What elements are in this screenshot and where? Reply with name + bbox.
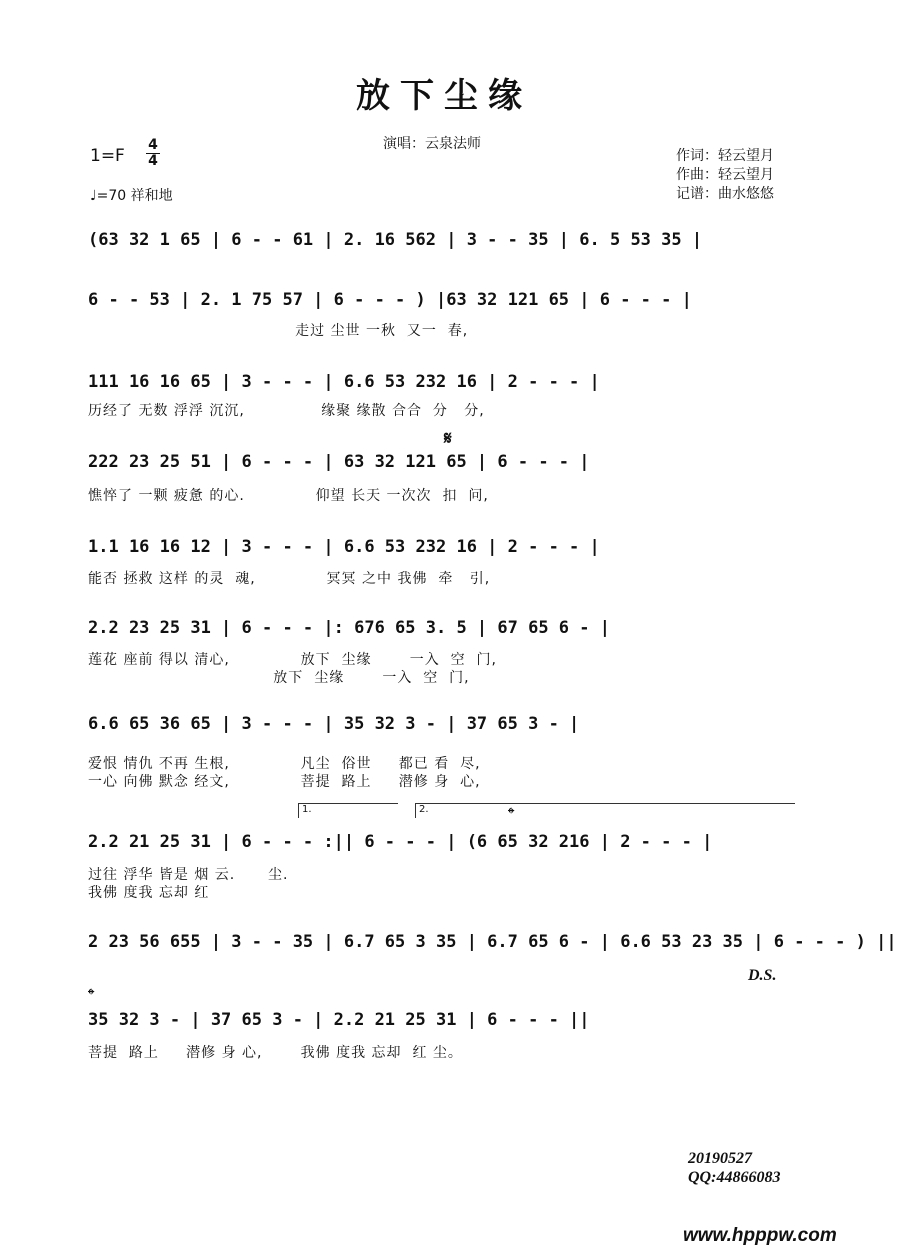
notation-line-2: 6 - - 53 | 2. 1 75 57 | 6 - - - ) |63 32 121 65 | 6 - - - | — [88, 290, 692, 310]
credits — [676, 147, 774, 204]
ds-marking: D.S. — [748, 967, 777, 984]
volta-1: 1. — [298, 803, 398, 818]
key-signature: 1=F — [90, 146, 125, 166]
lyric-line-5a: 能否 拯救 这样 的灵 魂, 冥冥 之中 我佛 牵 引, — [88, 571, 491, 587]
notation-line-3: 111 16 16 65 | 3 - - - | 6.6 53 232 16 | 2 - - - | — [88, 372, 600, 392]
notation-line-8: 2.2 21 25 31 | 6 - - - :|| 6 - - - | (6 65 32 216 | 2 - - - | — [88, 832, 713, 852]
website-watermark: www.hpppw.com — [683, 1225, 837, 1246]
performer: 演唱：云泉法师 — [383, 136, 481, 152]
time-signature — [146, 138, 160, 169]
time-signature-top: 4 — [148, 137, 158, 153]
notation-line-1: (63 32 1 65 | 6 - - 61 | 2. 16 562 | 3 - - 35 | 6. 5 53 35 | — [88, 230, 703, 250]
notation-line-9: 2 23 56 655 | 3 - - 35 | 6.7 65 3 35 | 6.7 65 6 - | 6.6 53 23 35 | 6 - - - ) || — [88, 932, 897, 952]
lyric-line-2a: 走过 尘世 一秋 又一 春, — [88, 323, 469, 339]
footer-date: 20190527 — [688, 1150, 752, 1167]
tempo-marking: ♩=70 祥和地 — [90, 188, 173, 204]
lyric-line-7a: 爱恨 情仇 不再 生根, 凡尘 俗世 都已 看 尽, — [88, 756, 481, 772]
segno-sign: 𝄋 — [444, 428, 452, 449]
notation-line-7: 6.6 65 36 65 | 3 - - - | 35 32 3 - | 37 65 3 - | — [88, 714, 580, 734]
notation-line-5: 1.1 16 16 12 | 3 - - - | 6.6 53 232 16 | 2 - - - | — [88, 537, 600, 557]
notation-line-6: 2.2 23 25 31 | 6 - - - |: 676 65 3. 5 | 67 65 6 - | — [88, 618, 610, 638]
lyric-line-8a: 过往 浮华 皆是 烟 云. 尘. — [88, 867, 289, 883]
coda-sign-1: 𝄌 — [508, 804, 515, 825]
lyric-line-6b: 放下 尘缘 一入 空 门, — [88, 670, 470, 686]
lyric-line-7b: 一心 向佛 默念 经文, 菩提 路上 潜修 身 心, — [88, 774, 481, 790]
song-title: 放下尘缘 — [356, 76, 532, 116]
lyric-line-4a: 憔悴了 一颗 疲惫 的心. 仰望 长天 一次次 扣 问, — [88, 488, 489, 504]
lyric-line-10a: 菩提 路上 潜修 身 心, 我佛 度我 忘却 红 尘。 — [88, 1045, 463, 1061]
transcriber: 记谱：曲水悠悠 — [676, 186, 774, 202]
volta-2: 2. — [415, 803, 795, 818]
notation-line-10: 35 32 3 - | 37 65 3 - | 2.2 21 25 31 | 6 - - - || — [88, 1010, 590, 1030]
footer-qq: QQ:44866083 — [688, 1169, 781, 1186]
lyric-line-6a: 莲花 座前 得以 清心, 放下 尘缘 一入 空 门, — [88, 652, 497, 668]
composer: 作曲：轻云望月 — [676, 167, 774, 183]
time-signature-bottom: 4 — [146, 153, 160, 169]
lyricist: 作词：轻云望月 — [676, 148, 774, 164]
footer-info — [688, 1149, 780, 1187]
lyric-line-8b: 我佛 度我 忘却 红 — [88, 885, 210, 901]
lyric-line-3a: 历经了 无数 浮浮 沉沉, 缘聚 缘散 合合 分 分, — [88, 403, 485, 419]
coda-sign-2: 𝄌 — [88, 985, 95, 1006]
notation-line-4: 222 23 25 51 | 6 - - - | 63 32 121 65 | 6 - - - | — [88, 452, 590, 472]
